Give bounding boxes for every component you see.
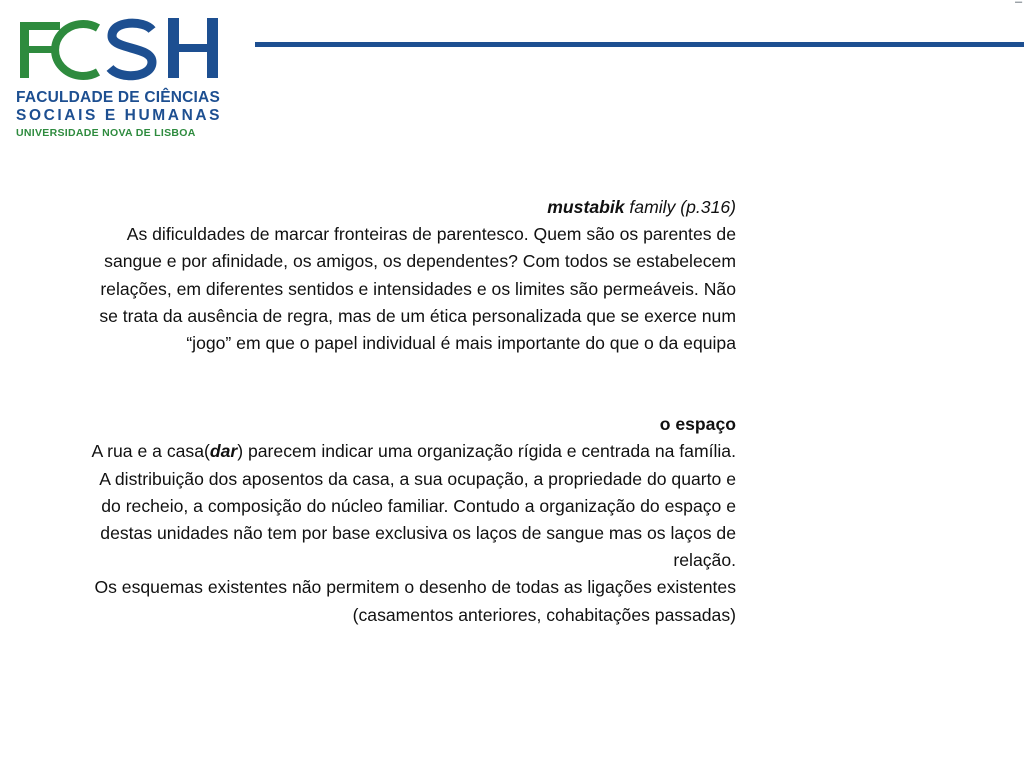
section1-heading-rest: family (p.316) bbox=[624, 197, 736, 217]
section2-p1-term: dar bbox=[209, 441, 238, 462]
logo-text-line-3: UNIVERSIDADE NOVA DE LISBOA bbox=[16, 127, 196, 139]
logo-text-line-2: SOCIAIS E HUMANAS bbox=[16, 107, 223, 124]
slide-content bbox=[82, 194, 736, 629]
section1-heading-term: mustabik bbox=[547, 197, 625, 217]
logo-letter-c bbox=[55, 24, 98, 76]
header-rule bbox=[255, 42, 1024, 47]
section1-heading bbox=[82, 194, 736, 221]
section2-p1-after: ) parecem indicar uma organização rígida e centrada na família. A distribuição dos aposentos da casa, a sua ocupação, a propriedade do quarto e do recheio, a composição do núcleo familiar. Contudo a organização do espaço e destas unidades não tem por base exclusiva os laços de sangue mas os laços de relação. bbox=[99, 441, 736, 571]
section2-paragraph-2: Os esquemas existentes não permitem o desenho de todas as ligações existentes (casamentos anteriores, cohabitações passadas) bbox=[94, 577, 736, 625]
logo-text-line-1: FACULDADE DE CIÊNCIAS bbox=[16, 89, 220, 106]
section-spacer bbox=[82, 357, 736, 411]
fcsh-logo-mark bbox=[16, 14, 226, 86]
section2-heading: o espaço bbox=[659, 414, 736, 435]
logo-letter-h bbox=[168, 18, 218, 78]
logo-letter-s bbox=[110, 23, 152, 76]
section2-paragraph-1 bbox=[82, 438, 736, 574]
fcsh-logo bbox=[16, 14, 226, 138]
section1-body: As dificuldades de marcar fronteiras de parentesco. Quem são os parentes de sangue e por afinidade, os amigos, os dependentes? Com todos se estabelecem relações, em diferentes sentidos e intensidades e os limites são permeáveis. Não se trata da ausência de regra, mas de um ética personalizada que se exerce num “jogo” em que o papel individual é mais importante do que o da equipa bbox=[99, 224, 736, 354]
corner-mark: ▔ bbox=[1015, 2, 1022, 12]
section2-p1-before: A rua e a casa( bbox=[91, 441, 210, 462]
